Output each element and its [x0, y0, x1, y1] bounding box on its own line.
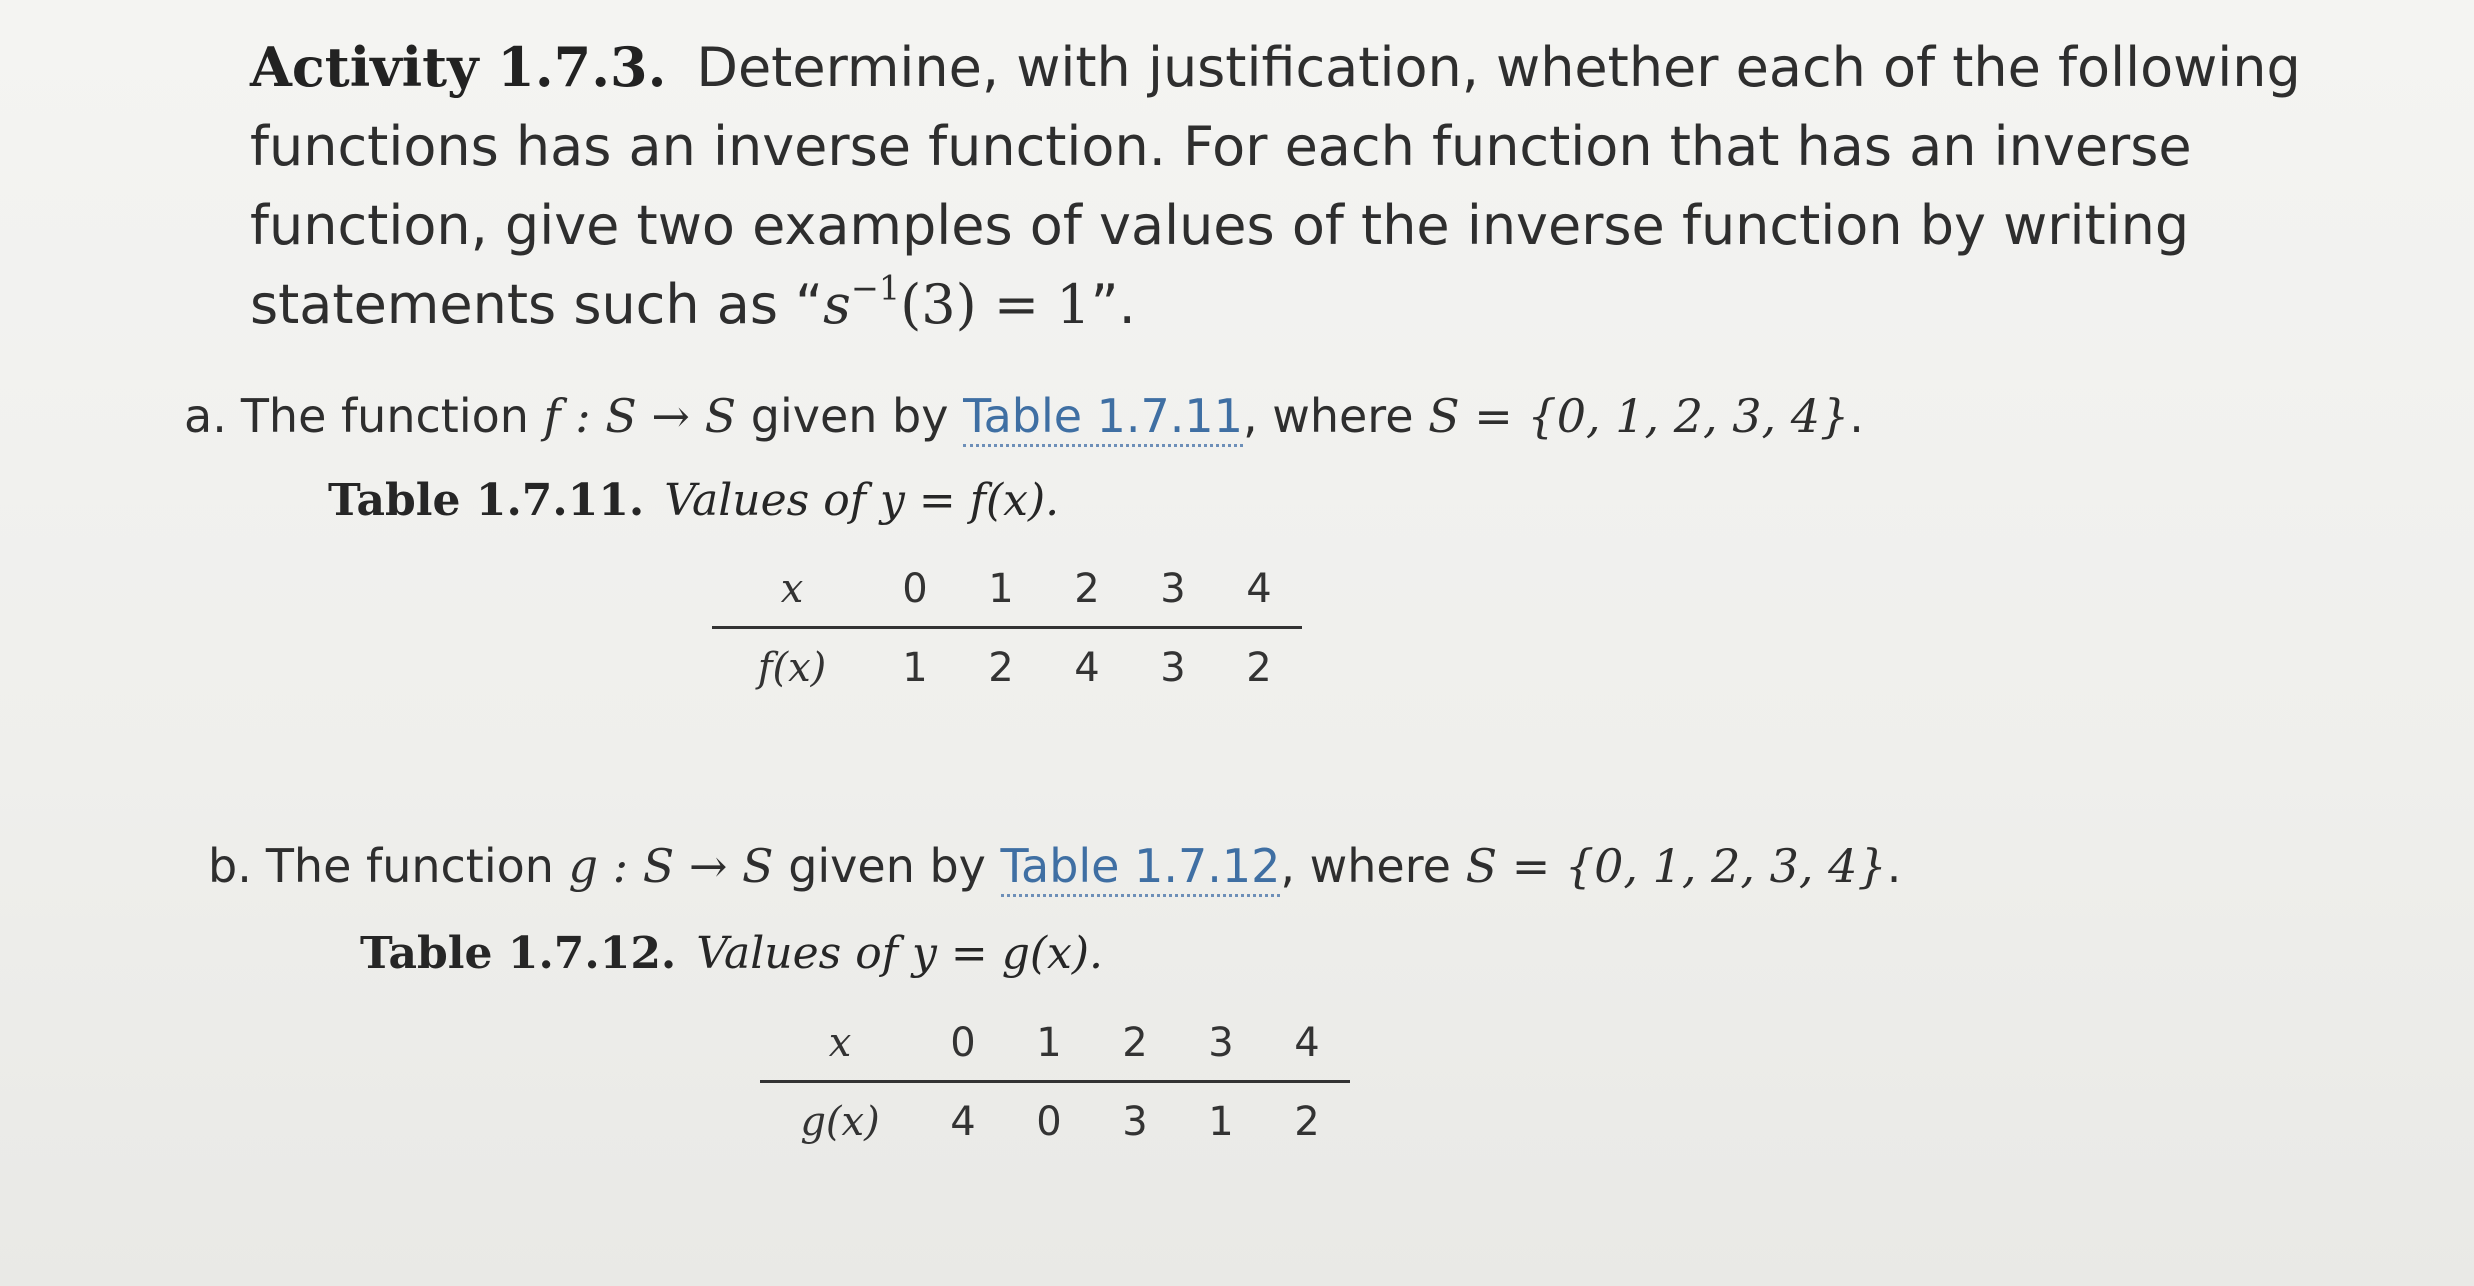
activity-label: Activity 1.7.3. — [250, 35, 667, 99]
table-cell: 1 — [1178, 1082, 1264, 1154]
part-a-text-1: The function — [240, 389, 529, 443]
part-b-text-4: . — [1886, 839, 1902, 893]
table-row — [760, 1082, 1350, 1154]
table-cell: 4 — [1294, 1020, 1320, 1066]
activity-text-2: ”. — [1090, 273, 1136, 336]
part-a-text-2: given by — [750, 389, 949, 443]
table-a-caption-text: Values of y = f(x). — [664, 475, 1060, 526]
part-b-statement — [208, 836, 1901, 896]
part-a-function-map: f : S → S — [543, 389, 737, 443]
table-1-7-12-link[interactable]: Table 1.7.12 — [1001, 839, 1281, 897]
part-a-marker: a. — [184, 389, 227, 443]
row-header-fx: f(x) — [712, 628, 872, 700]
part-b-function-map: g : S → S — [568, 839, 774, 893]
table-a-caption — [328, 472, 1059, 530]
table-1-7-11-link[interactable]: Table 1.7.11 — [963, 389, 1243, 447]
part-b-text-3: , where — [1280, 839, 1451, 893]
part-b-marker: b. — [208, 839, 252, 893]
activity-statement — [250, 28, 2310, 344]
table-cell: 4 — [1246, 566, 1272, 612]
table-cell: 1 — [1036, 1020, 1062, 1066]
table-b-caption-text: Values of y = g(x). — [696, 928, 1103, 979]
part-a-text-3: , where — [1242, 389, 1414, 443]
table-cell: 3 — [1160, 566, 1186, 612]
row-header-x: x — [828, 1020, 852, 1066]
part-a-set-definition: S = {0, 1, 2, 3, 4} — [1428, 389, 1850, 443]
part-b-text-1: The function — [265, 839, 554, 893]
table-cell: 1 — [872, 628, 958, 700]
part-a-text-4: . — [1849, 389, 1864, 443]
table-1-7-11 — [712, 558, 1302, 699]
table-cell: 3 — [1130, 628, 1216, 700]
table-cell: 2 — [958, 628, 1044, 700]
table-cell: 0 — [902, 566, 928, 612]
part-b-set-definition: S = {0, 1, 2, 3, 4} — [1465, 839, 1887, 893]
table-cell: 0 — [950, 1020, 976, 1066]
example-base: s — [823, 273, 851, 336]
table-row — [712, 628, 1302, 700]
table-cell: 4 — [920, 1082, 1006, 1154]
row-header-x: x — [780, 566, 804, 612]
table-cell: 2 — [1074, 566, 1100, 612]
table-1-7-12 — [760, 1012, 1350, 1153]
table-cell: 2 — [1264, 1082, 1350, 1154]
example-rest: (3) = 1 — [900, 273, 1091, 336]
table-b-caption-label: Table 1.7.12. — [360, 928, 677, 979]
activity-text-1: Determine, with justification, whether each of the following functions has an inverse function. For each function that has an inverse function, give two examples of values of the inverse function by writing statements such as “ — [250, 36, 2301, 336]
table-b-caption — [360, 925, 1103, 983]
table-row — [760, 1012, 1350, 1082]
part-a-statement — [184, 386, 1864, 446]
table-cell: 2 — [1216, 628, 1302, 700]
table-cell: 1 — [988, 566, 1014, 612]
example-exponent: −1 — [850, 268, 901, 308]
table-row — [712, 558, 1302, 628]
table-cell: 4 — [1044, 628, 1130, 700]
table-cell: 3 — [1208, 1020, 1234, 1066]
table-cell: 3 — [1092, 1082, 1178, 1154]
row-header-gx: g(x) — [760, 1082, 920, 1154]
table-a-caption-label: Table 1.7.11. — [328, 475, 645, 526]
table-cell: 0 — [1006, 1082, 1092, 1154]
part-b-text-2: given by — [788, 839, 986, 893]
table-cell: 2 — [1122, 1020, 1148, 1066]
